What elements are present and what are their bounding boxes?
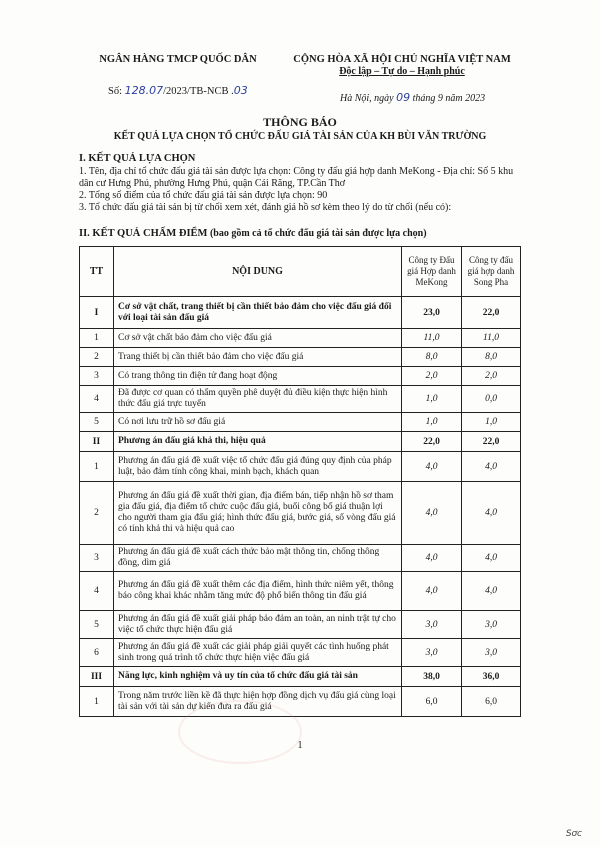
row-content: Có nơi lưu trữ hồ sơ đấu giá	[114, 413, 402, 432]
table-row	[80, 386, 521, 413]
score-company-b: 22,0	[462, 297, 521, 329]
section-1-line: 1. Tên, địa chỉ tổ chức đấu giá tài sản được lựa chọn: Công ty đấu giá hợp danh MeKong - Địa chỉ: Số 5 khu dân cư Hưng Phú, phường Hưng Phú, quận Cái Răng, TP.Cần Thơ	[79, 166, 514, 189]
section-2-heading	[79, 228, 427, 239]
table-row	[80, 297, 521, 329]
handwritten-day: 09	[396, 91, 411, 104]
number-prefix: Số:	[108, 86, 123, 97]
score-company-a: 3,0	[402, 611, 462, 639]
score-company-a: 4,0	[402, 482, 462, 545]
row-content: Phương án đấu giá đề xuất giải pháp bảo đảm an toàn, an ninh trật tự cho việc tổ chức thực hiện đấu giá	[114, 611, 402, 639]
table-row	[80, 639, 521, 667]
section-2-title: II. KẾT QUẢ CHẤM ĐIỂM	[79, 228, 208, 239]
row-content: Phương án đấu giá đề xuất cách thức bảo mật thông tin, chống thông đồng, dìm giá	[114, 545, 402, 572]
score-company-a: 8,0	[402, 348, 462, 367]
row-number: 1	[80, 329, 114, 348]
row-content: Phương án đấu giá đề xuất thêm các địa điểm, hình thức niêm yết, thông báo công khai khác nhằm tăng mức độ phổ biến thông tin đấu giá	[114, 572, 402, 611]
score-company-a: 4,0	[402, 572, 462, 611]
document-date	[340, 91, 485, 104]
table-row	[80, 367, 521, 386]
row-number: III	[80, 667, 114, 687]
row-content: Phương án đấu giá đề xuất thời gian, địa điểm bán, tiếp nhận hồ sơ tham gia đấu giá, địa điểm tổ chức cuộc đấu giá, buổi công bố giá thuận lợi cho người tham gia đấu giá; hình thức đấu giá, bước giá, số vòng đấu giá có tính khả thi và hiệu quả cao	[114, 482, 402, 545]
row-content: Phương án đấu giá đề xuất các giải pháp giải quyết các tình huống phát sinh trong quá trình tổ chức thực hiện việc đấu giá	[114, 639, 402, 667]
handwritten-number-2: 03	[233, 84, 248, 97]
table-row	[80, 687, 521, 717]
row-content: Đã được cơ quan có thẩm quyền phê duyệt đủ điều kiện thực hiện hình thức đấu giá trực tuyến	[114, 386, 402, 413]
handwritten-number: 128.07	[124, 84, 164, 97]
table-row	[80, 432, 521, 452]
score-company-a: 4,0	[402, 545, 462, 572]
row-number: II	[80, 432, 114, 452]
table-row	[80, 482, 521, 545]
row-number: I	[80, 297, 114, 329]
score-company-b: 8,0	[462, 348, 521, 367]
table-row	[80, 572, 521, 611]
date-suffix: tháng 9 năm 2023	[412, 93, 486, 104]
row-number: 3	[80, 367, 114, 386]
document-subtitle: KẾT QUẢ LỰA CHỌN TỔ CHỨC ĐẤU GIÁ TÀI SẢN CỦA KH BÙI VĂN TRƯỜNG	[113, 131, 487, 142]
row-content: Phương án đấu giá đề xuất việc tổ chức đấu giá đúng quy định của pháp luật, bảo đảm tính công khai, minh bạch, khách quan	[114, 452, 402, 482]
table-row	[80, 545, 521, 572]
table-row	[80, 329, 521, 348]
score-company-b: 1,0	[462, 413, 521, 432]
faded-stamp	[178, 700, 302, 764]
header-tt: TT	[80, 247, 114, 297]
header-content: NỘI DUNG	[114, 247, 402, 297]
nation-name: CỘNG HÒA XÃ HỘI CHỦ NGHĨA VIỆT NAM	[293, 54, 511, 65]
section-1-heading: I. KẾT QUẢ LỰA CHỌN	[79, 153, 196, 164]
bank-name: NGÂN HÀNG TMCP QUỐC DÂN	[99, 54, 257, 65]
row-content: Cơ sở vật chất, trang thiết bị cần thiết bảo đảm cho việc đấu giá đối với loại tài sản đấu giá	[114, 297, 402, 329]
table-row	[80, 413, 521, 432]
score-company-b: 22,0	[462, 432, 521, 452]
header-company-a: Công ty Đấu giá Hợp danh MeKong	[402, 247, 462, 297]
score-company-a: 2,0	[402, 367, 462, 386]
table-row	[80, 452, 521, 482]
score-table	[79, 246, 521, 717]
score-company-b: 36,0	[462, 667, 521, 687]
score-company-b: 4,0	[462, 545, 521, 572]
row-number: 4	[80, 572, 114, 611]
section-1-line: 2. Tổng số điểm của tổ chức đấu giá tài sản được lựa chọn: 90	[79, 190, 328, 201]
row-number: 5	[80, 413, 114, 432]
section-1-line: 3. Tổ chức đấu giá tài sản bị từ chối xem xét, đánh giá hồ sơ kèm theo lý do từ chối (nếu có):	[79, 202, 452, 213]
score-company-a: 4,0	[402, 452, 462, 482]
bank-header	[78, 54, 278, 97]
nation-motto: Độc lập – Tự do – Hạnh phúc	[339, 66, 465, 77]
number-suffix: /2023/TB-NCB .	[163, 86, 234, 97]
row-number: 3	[80, 545, 114, 572]
section-2-note: (bao gồm cả tổ chức đấu giá tài sản được lựa chọn)	[207, 228, 427, 239]
row-content: Năng lực, kinh nghiệm và uy tín của tổ chức đấu giá tài sản	[114, 667, 402, 687]
document-number	[108, 84, 248, 97]
score-company-b: 4,0	[462, 452, 521, 482]
score-company-a: 38,0	[402, 667, 462, 687]
score-company-a: 1,0	[402, 413, 462, 432]
row-number: 6	[80, 639, 114, 667]
score-company-b: 0,0	[462, 386, 521, 413]
score-company-a: 23,0	[402, 297, 462, 329]
score-company-b: 2,0	[462, 367, 521, 386]
header-company-b: Công ty đấu giá hợp danh Song Pha	[462, 247, 521, 297]
date-prefix: Hà Nội, ngày	[340, 93, 394, 104]
row-content: Phương án đấu giá khả thi, hiệu quả	[114, 432, 402, 452]
score-company-a: 22,0	[402, 432, 462, 452]
score-company-a: 11,0	[402, 329, 462, 348]
nation-header	[282, 54, 522, 77]
score-company-b: 3,0	[462, 611, 521, 639]
score-company-b: 3,0	[462, 639, 521, 667]
score-company-b: 6,0	[462, 687, 521, 717]
row-number: 4	[80, 386, 114, 413]
row-number: 1	[80, 687, 114, 717]
row-number: 5	[80, 611, 114, 639]
row-content: Trong năm trước liền kề đã thực hiện hợp đồng dịch vụ đấu giá cùng loại tài sản với tài sản dự kiến đưa ra đấu giá	[114, 687, 402, 717]
row-content: Có trang thông tin điện tử đang hoạt động	[114, 367, 402, 386]
row-content: Cơ sở vật chất bảo đảm cho việc đấu giá	[114, 329, 402, 348]
score-company-b: 4,0	[462, 572, 521, 611]
row-number: 2	[80, 482, 114, 545]
section-1-body	[79, 166, 519, 214]
table-row	[80, 667, 521, 687]
row-number: 2	[80, 348, 114, 367]
document-title: THÔNG BÁO	[263, 115, 337, 129]
table-header-row	[80, 247, 521, 297]
page-number: 1	[297, 740, 303, 751]
score-company-a: 1,0	[402, 386, 462, 413]
score-company-b: 11,0	[462, 329, 521, 348]
score-company-b: 4,0	[462, 482, 521, 545]
row-content: Trang thiết bị cần thiết bảo đảm cho việc đấu giá	[114, 348, 402, 367]
initials-signature: Sơc	[565, 829, 582, 839]
table-row	[80, 348, 521, 367]
row-number: 1	[80, 452, 114, 482]
score-company-a: 6,0	[402, 687, 462, 717]
table-row	[80, 611, 521, 639]
score-company-a: 3,0	[402, 639, 462, 667]
